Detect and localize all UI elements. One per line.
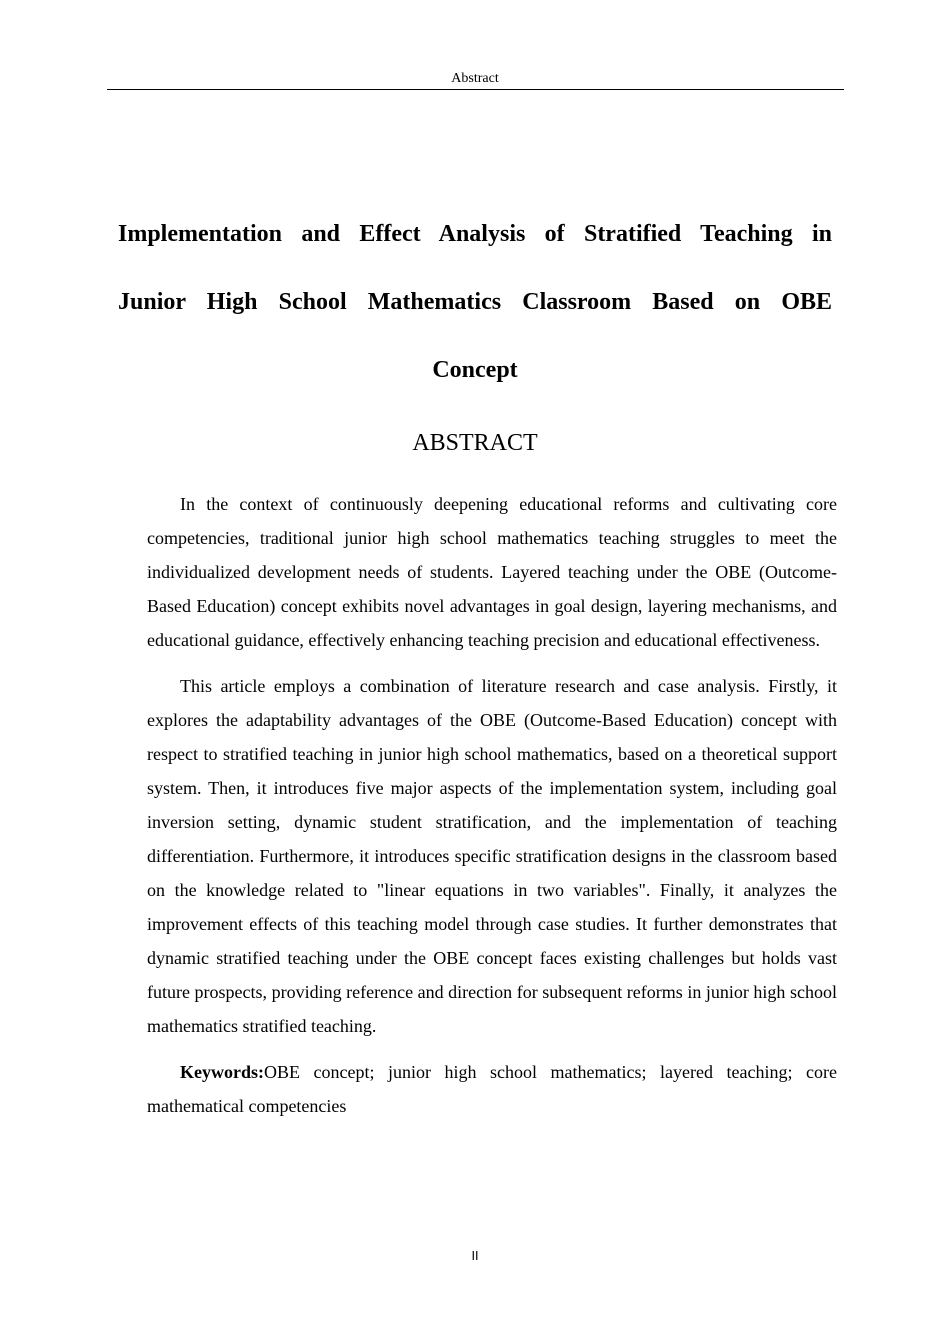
paper-title: Implementation and Effect Analysis of Stratified Teaching in Junior High School Mathematics Classroom Based on OBE Concept <box>118 221 832 383</box>
page-number: II <box>471 1249 479 1263</box>
keywords-paragraph <box>147 1055 837 1123</box>
running-header: Abstract <box>451 71 499 86</box>
abstract-paragraph-1: In the context of continuously deepening educational reforms and cultivating core competencies, traditional junior high school mathematics teaching struggles to meet the individualized development needs of students. Layered teaching under the OBE (Outcome-Based Education) concept exhibits novel advantages in goal design, layering mechanisms, and educational guidance, effectively enhancing teaching precision and educational effectiveness. <box>147 494 837 650</box>
abstract-body <box>147 487 837 1135</box>
keywords-label: Keywords: <box>180 1062 264 1082</box>
keywords-text: OBE concept; junior high school mathematics; layered teaching; core mathematical competencies <box>147 1062 837 1116</box>
header-divider <box>107 89 844 90</box>
abstract-heading: ABSTRACT <box>412 430 538 456</box>
abstract-paragraph-2: This article employs a combination of literature research and case analysis. Firstly, it explores the adaptability advantages of the OBE (Outcome-Based Education) concept with respect to stratified teaching in junior high school mathematics, based on a theoretical support system. Then, it introduces five major aspects of the implementation system, including goal inversion setting, dynamic student stratification, and the implementation of teaching differentiation. Furthermore, it introduces specific stratification designs in the classroom based on the knowledge related to "linear equations in two variables". Finally, it analyzes the improvement effects of this teaching model through case studies. It further demonstrates that dynamic stratified teaching under the OBE concept faces existing challenges but holds vast future prospects, providing reference and direction for subsequent reforms in junior high school mathematics stratified teaching. <box>147 676 837 1036</box>
